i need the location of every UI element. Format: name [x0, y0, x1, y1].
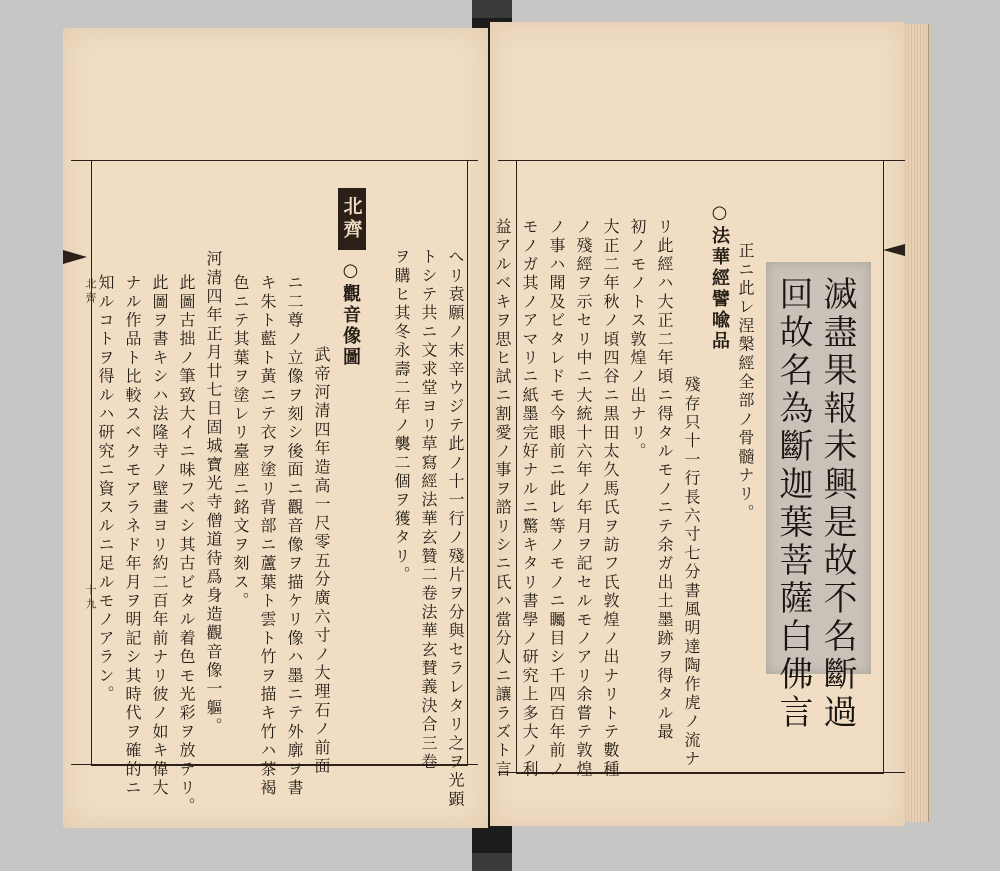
text-column: 殘存只十一行長六寸七分書風明達陶作虎ノ流ナ — [682, 376, 701, 769]
text-column: ノ殘經ヲ示セリ中ニ大統十六年ノ年月ヲ記セルモノアリ余嘗テ敦煌 — [574, 218, 593, 779]
text-column: 此圖ヲ書キシハ法隆寺ノ壁畫ヨリ約二百年前ナリ彼ノ如キ偉大 — [150, 274, 169, 798]
left-page — [63, 28, 488, 828]
text-column: モノガ其ノアマリニ紙墨完好ナルニ驚キタリ書學ノ研究上多大ノ利 — [520, 218, 539, 779]
rubbing-column: 回故名為斷迦葉菩薩白佛言 — [773, 276, 813, 732]
text-column: ナル作品ト比較スベクモアラネド年月ヲ明記シ其時代ヲ確的ニ — [123, 274, 142, 798]
section-title: ○法華經譬喩品 — [709, 202, 730, 352]
right-page — [490, 22, 905, 826]
text-column: へリ袁願ノ末辛ウジテ此ノ十一行ノ殘片ヲ分與セラレタリ之ヲ光顕 — [446, 248, 465, 809]
text-column: 正ニ此レ涅槃經全部ノ骨髓ナリ。 — [736, 242, 755, 523]
fishtail-marker — [63, 250, 87, 264]
text-column: 初ノモノトス敦煌ノ出ナリ。 — [628, 218, 647, 462]
text-column: 知ルコトヲ得ルハ研究ニ資スルニ足ルモノアラン。 — [96, 274, 115, 705]
text-column: 河清四年正月廿七日固城寶光寺僧道待爲身造觀音像一軀。 — [204, 250, 223, 737]
text-column: ヲ購ヒ其冬永壽二年ノ襲二個ヲ獲タリ。 — [392, 248, 411, 585]
fishtail-marker — [883, 244, 905, 256]
text-column: キ朱ト藍ト黃ニテ衣ヲ塗リ背部ニ蘆葉ト雲ト竹ヲ描キ竹ハ茶褐 — [258, 274, 277, 798]
text-column: ノ事ハ聞及ビタレドモ今眼前ニ此レ等ノモノニ矚目シ千四百年前ノ — [547, 218, 566, 779]
text-column: ニ二尊ノ立像ヲ刻シ後面ニ觀音像ヲ描ケリ像ハ墨ニテ外廓ヲ書 — [285, 274, 304, 798]
text-column: 大正二年秋ノ頃四谷ニ黒田太久馬氏ヲ訪フ氏敦煌ノ出ナリトテ數種 — [601, 218, 620, 779]
section-badge: 北齊 — [338, 188, 366, 250]
rubbing-column: 滅盡果報未興是故不名斷過 — [817, 276, 857, 732]
text-frame — [91, 160, 468, 766]
margin-label: 北齊 — [84, 278, 97, 306]
text-column: リ此經ハ大正二年頃ニ得タルモノニテ余ガ出土墨跡ヲ得タル最 — [655, 218, 674, 742]
text-column: トシテ共ニ文求堂ヨリ草寫經法華玄贊二卷法華玄賛義決合三卷 — [419, 248, 438, 772]
text-column: 此圖古拙ノ筆致大イニ味フベシ其古ビタル着色モ光彩ヲ放テリ。 — [177, 274, 196, 817]
page-number: 十九 — [84, 584, 97, 612]
calligraphy-rubbing — [766, 262, 871, 732]
text-column: 益アルベキヲ思ヒ試ニ割愛ノ事ヲ諮リシニ氏ハ當分人ニ讓ラズト言 — [493, 218, 512, 779]
section-title: ○觀音像圖 — [340, 260, 361, 368]
text-column: 武帝河清四年造高一尺零五分廣六寸ノ大理石ノ前面 — [312, 346, 331, 777]
text-column: 色ニテ其葉ヲ塗レリ臺座ニ銘文ヲ刻ス。 — [231, 274, 250, 611]
